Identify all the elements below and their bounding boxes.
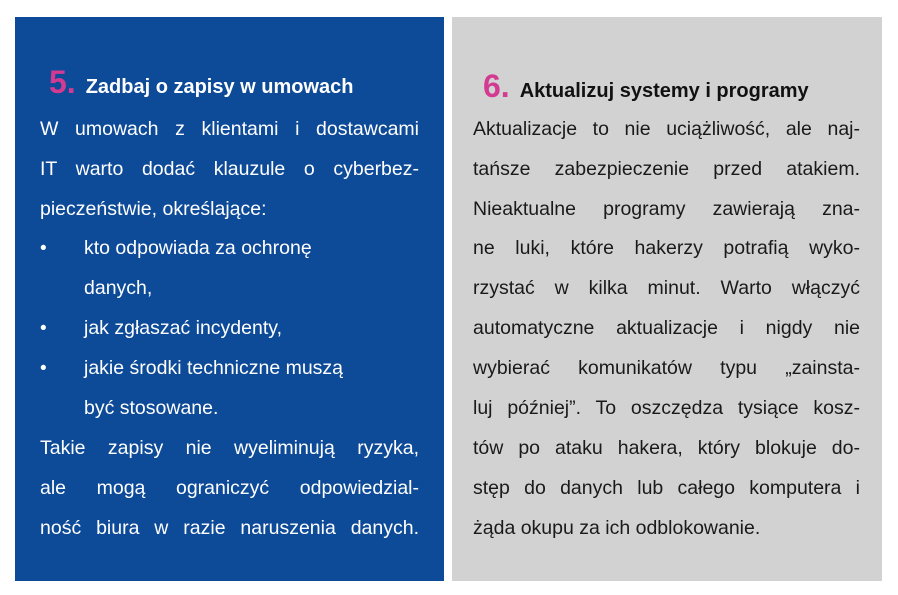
left-panel	[15, 17, 444, 581]
right-heading	[483, 70, 809, 102]
left-heading-number: 5.	[49, 64, 76, 100]
bullet-text: być stosowane.	[84, 397, 219, 419]
right-body-line: tów po ataku hakera, który blokuje do-	[473, 437, 860, 459]
right-heading-number: 6.	[483, 68, 510, 104]
left-intro-line: IT warto dodać klauzule o cyberbez-	[40, 158, 419, 180]
right-body-line: ne luki, które hakerzy potrafią wyko-	[473, 237, 860, 259]
bullet-icon: •	[40, 358, 47, 379]
bullet-icon: •	[40, 238, 47, 259]
right-body-line: tańsze zabezpieczenie przed atakiem.	[473, 158, 860, 180]
right-body-line: wybierać komunikatów typu „zainsta-	[473, 357, 860, 379]
right-panel	[452, 17, 882, 581]
bullet-text: jak zgłaszać incydenty,	[84, 317, 282, 339]
left-intro-line: pieczeństwie, określające:	[40, 198, 267, 220]
right-body-line: rzystać w kilka minut. Warto włączyć	[473, 277, 860, 299]
left-intro-line: W umowach z klientami i dostawcami	[40, 118, 419, 140]
bullet-text: danych,	[84, 277, 153, 299]
left-heading-title: Zadbaj o zapisy w umowach	[85, 76, 354, 98]
bullet-text: kto odpowiada za ochronę	[84, 237, 312, 259]
bullet-text: jakie środki techniczne muszą	[84, 357, 344, 379]
right-body-line: żąda okupu za ich odblokowanie.	[473, 517, 761, 539]
left-heading	[49, 66, 354, 98]
right-body-line: Aktualizacje to nie uciążliwość, ale naj-	[473, 118, 860, 140]
right-body-line: Nieaktualne programy zawierają zna-	[473, 198, 860, 220]
bullet-icon: •	[40, 318, 47, 339]
right-body-line: stęp do danych lub całego komputera i	[473, 477, 860, 499]
right-body-line: automatyczne aktualizacje i nigdy nie	[473, 317, 860, 339]
left-outro-line: Takie zapisy nie wyeliminują ryzyka,	[40, 437, 419, 459]
left-outro-line: ność biura w razie naruszenia danych.	[40, 517, 419, 539]
right-heading-title: Aktualizuj systemy i programy	[519, 80, 809, 102]
right-body-line: luj później”. To oszczędza tysiące kosz-	[473, 397, 860, 419]
left-outro-line: ale mogą ograniczyć odpowiedzial-	[40, 477, 419, 499]
